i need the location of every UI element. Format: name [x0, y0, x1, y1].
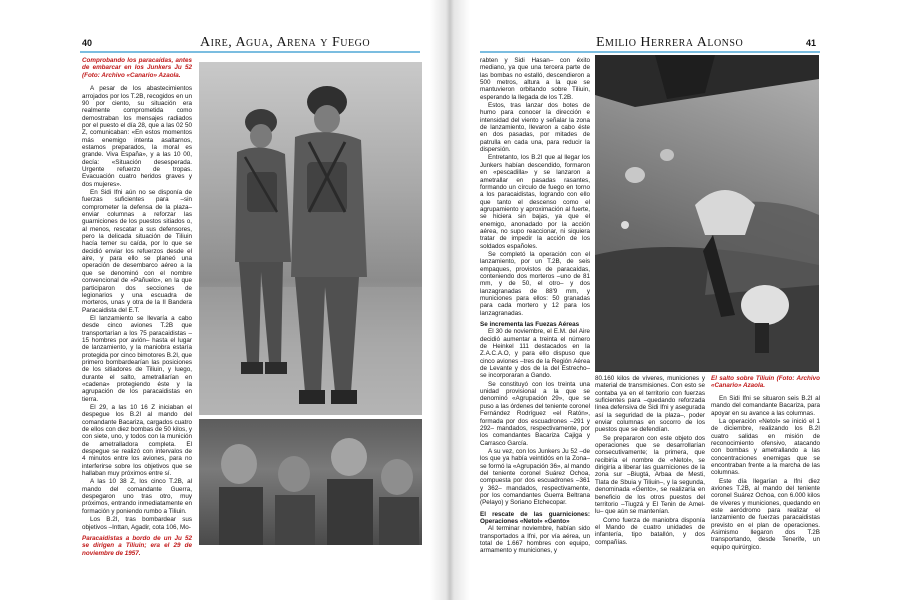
right-paragraph: Este día llegarían a Ifni diez aviones T.2B, al mando del teniente coronel Suárez Ochoa, con 6.000 kilos de víveres y municiones, quedando en este aeródromo para realizar el lanzamiento de fuerzas paracaidistas previsto en el plan de operaciones. Asimismo llegaron dos T.2B transportando, desde Tenerife, un equipo quirúrgico. [711, 477, 820, 551]
right-page-number: 41 [806, 38, 817, 48]
right-text-column-3 [711, 375, 820, 585]
right-paragraph: El 30 de noviembre, el E.M. del Aire decidió aumentar a treinta el número de Heinkel 111 destacados en la Z.A.C.A.O, y para ello dispuso que cinco aviones –tres de la Región Aérea de Levante y dos de la del Estrecho– se incorporaran a Gando. [480, 328, 590, 380]
right-paragraph: En Sidi Ifni se situaron seis B.2I al mando del comandante Bacariza, para apoyar en su avance a las columnas. [711, 394, 820, 417]
left-paragraph: Los B.2I, tras bombardear sus objetivos –Inttan, Agadir, cota 106, Mo- [82, 516, 192, 531]
right-text-column-2 [595, 375, 705, 585]
section-heading: El rescate de las guarniciones: Operaciones «Netol» «Gento» [480, 510, 590, 525]
left-paragraph: A pesar de los abastecimientos arrojados por los T.2B, recogidos en un 90 por ciento, su situación era realmente comprometida como demostraban los mensajes radiados por el puesto el día 28, que a las 02 50 Z, comunicaban: «En estos momentos más enemigo intenta asaltarnos, estamos preparados, la moral es grande. Viva España», y a las 10 00, decía: «Situación desesperada. Urgente refuerzo de tropas. Evacuación cuatro heridos graves y dos mujeres». [82, 85, 192, 188]
left-paragraph: El lanzamiento se llevaría a cabo desde cinco aviones T.2B que transportarían a los 75 paracaidistas –15 hombres por avión– hasta el lugar de lanzamiento, y la maniobra estaría protegida por cinco bimotores B.2I, que primero bombardearían las posiciones de los sitiadores de Tiliuin, y luego, durante el salto, ametrallarían en «cadena» protegiendo éste y la agrupación de los paracaidistas en tierra. [82, 314, 192, 403]
right-paragraph: Se completó la operación con el lanzamiento, por un T.2B, de seis empaques, provistos de paracaídas, conteniendo dos morteros –uno de 81 mm, y de 50, el otro– y dos lanzagranadas de 88'9 mm, y municiones para ellos: 50 granadas para cada mortero y 12 para los lanzagranadas. [480, 250, 590, 317]
left-text-column [82, 57, 192, 582]
right-paragraph: Como fuerza de maniobra disponía el Mando de cuatro unidades de infantería, tipo batallón, y dos compañías. [595, 516, 705, 546]
right-paragraph: Se constituyó con los treinta una unidad provisional a la que se denominó «Agrupación 29», que se puso a las órdenes del teniente coronel Fernández Rodríguez «el Ratón», formada por dos escuadrones –291 y 292– mandados, respectivamente, por los comandantes Bacariza Cajiga y Carrasco García. [480, 380, 590, 447]
left-caption-top: Comprobando los paracaídas, antes de embarcar en los Junkers Ju 52 (Foto: Archivo «Canario» Azaola. [82, 57, 192, 79]
section-heading: Se incrementa las Fuezas Aéreas [480, 321, 580, 329]
gutter-shadow [430, 0, 470, 600]
parachute-jump-illustration [595, 55, 819, 372]
aircraft-interior-illustration [199, 419, 422, 545]
right-paragraph: Entretanto, los B.2I que al llegar los Junkers habían descendido, formaron en «pescadilla» y se lanzaron a ametrallar en pasadas rasantes, formando un círculo de fuego en torno a los paracaidistas, logrando con ello que tanto el descenso como el agrupamiento y aproximación al fuerte, se hiciera sin bajas, ya que el enemigo, anonadado por la acción aérea, no supo reaccionar, ni siquiera tratar de impedir la acción de los soldados españoles. [480, 154, 590, 250]
paratroopers-photo [199, 62, 422, 415]
left-paragraph: En Sidi Ifni aún no se disponía de fuerzas suficientes para –sin comprometer la defensa de la plaza– enviar columnas a reforzar las guarniciones de los puestos sitiados o, al menos, rescatar a sus defensores, pero la delicada situación de Tiliuin hacía temer su caída, por lo que se decidió enviar los refuerzos desde el aire, y para ello se planeó una operación de desembarco aéreo a la que se denominó con el nombre convencional de «Pañuelo», en la que participaron dos secciones de legionarios y una escuadra de morteros, unas y otra de la II Bandera Paracaidista del E.T. [82, 189, 192, 314]
left-caption-bottom: Paracaidistas a bordo de un Ju 52 se dirigen a Tiliuin; era el 29 de noviembre de 1957. [82, 534, 192, 557]
right-paragraph: 80.160 kilos de víveres, municiones y material de transmisiones. Con esto se contaba ya en el territorio con fuerzas suficientes para –quedando reforzada línea defensiva de Sidi Ifni y asegurada así la seguridad de la plaza–, poder enviar columnas en socorro de los puestos que se defendían. [595, 375, 705, 434]
left-paragraph: El 29, a las 10 16 Z iniciaban el despegue los B.2I al mando del comandante Bacariza, cargados cuatro de ellos con diez bombas de 50 kilos, y con siete, uno, y todos con la munición de ametralladora completa. El despegue se realizó con intervalos de 4 minutos entre los aviones, para no interferirse sobre los objetivos que se hallaban muy próximos entre sí. [82, 404, 192, 478]
right-paragraph: Se prepararon con este objeto dos operaciones que se desarrollarían consecutivamente; la primera, que recibiría el nombre de «Netol», se dirigiría a liberar las guarniciones de la zona sur –Biugtá, Arbaa de Mesti, Tlata de Sbuia y Tiliuin–, y la segunda, denominada «Gento», se realizaría en beneficio de los otros puestos del territorio –Tiugzá y El Tenin de Amel-lu– que aún se mantenían. [595, 434, 705, 516]
left-paragraph: A las 10 38 Z, los cinco T.2B, al mando del comandante Guerra, despegaron uno tras otro, muy próximos, entrando inmediatamente en formación y poniendo rumbo a Tiliuin. [82, 478, 192, 515]
paratroopers-illustration [199, 62, 422, 415]
left-page-number: 40 [82, 38, 93, 48]
left-header-rule [80, 51, 420, 53]
right-paragraph: A su vez, con los Junkers Ju 52 –de los que ya había veintidós en la Zona– se formó la «Agrupación 36», al mando del teniente coronel Suárez Ochoa, compuesta por dos escuadrones –361 y 362– mandados, respectivamente, por los comandantes Guerra Beltrana (Pelayo) y Soriano Etchecopar. [480, 447, 590, 507]
right-paragraph: Al terminar noviembre, habían sido transportados a Ifni, por vía aérea, un total de 1.667 hombres con equipo, armamento y municiones, y [480, 525, 590, 555]
right-caption: El salto sobre Tiliuin (Foto: Archivo «Canario» Azaola. [711, 375, 820, 390]
aircraft-interior-photo [199, 419, 422, 545]
left-running-title: Aire, Agua, Arena y Fuego [200, 35, 371, 50]
right-text-column-1 [480, 57, 590, 582]
right-paragraph: rabten y Sidi Hasan– con éxito mediano, ya que una tercera parte de las bombas no estalló, descendieron a 500 metros, altura a la que se mantuvieron orbitando sobre Tiliuin, esperando la llegada de los T.2B. [480, 57, 590, 101]
right-running-title: Emilio Herrera Alonso [596, 35, 744, 50]
right-paragraph: Estos, tras lanzar dos botes de humo para conocer la dirección e intensidad del viento y señalar la zona de lanzamiento, llevaron a cabo éste en dos pasadas, por mitades de patrulla en cada una, para reducir la dispersión. [480, 102, 590, 154]
right-header-rule [480, 51, 820, 53]
right-paragraph: La operación «Netol» se inició el 1 de diciembre, realizando los B.2I cuatro salidas en misión de reconocimiento ofensivo, atacando con bombas y ametrallando a las concentraciones enemigas que se encontraban frente a la marcha de las columnas. [711, 417, 820, 477]
parachute-jump-photo [595, 55, 819, 372]
